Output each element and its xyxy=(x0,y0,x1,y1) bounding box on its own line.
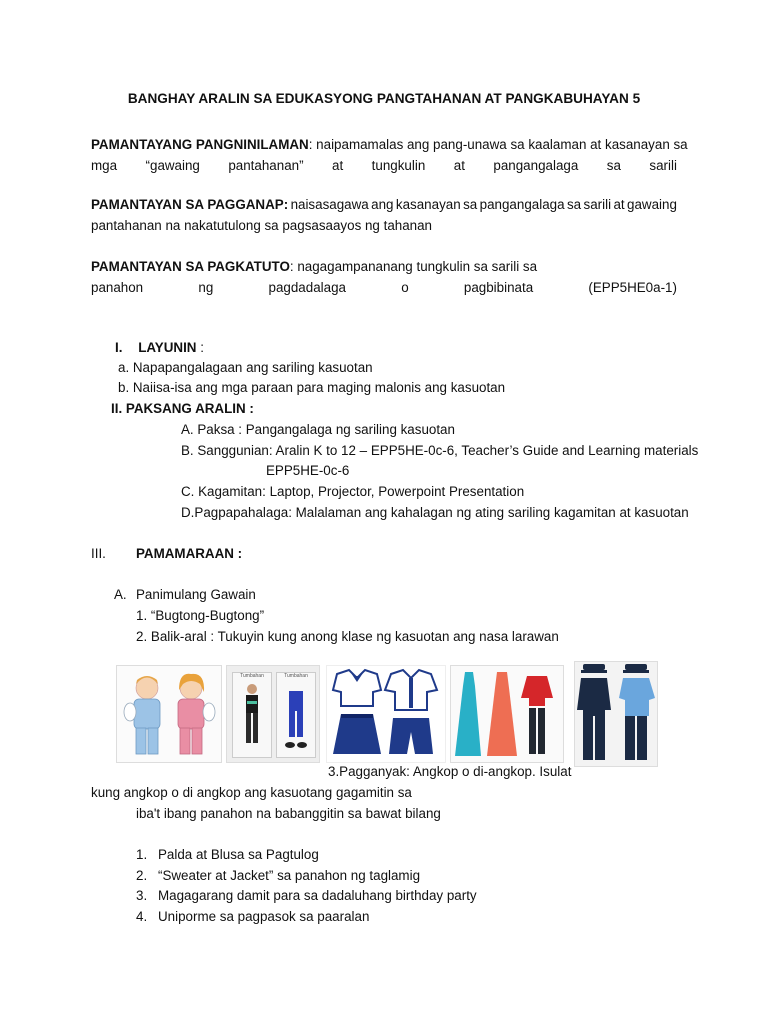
female-sportswear-icon xyxy=(233,679,271,753)
pagpapahalaga: D.Pagpapahalaga: Malalaman ang kahalagan ng ating sariling kagamitan at kasuotan xyxy=(181,505,689,520)
word: pagbibinata xyxy=(463,280,534,295)
word: sa xyxy=(566,197,582,212)
word: sa xyxy=(463,197,478,212)
panimulang-letter: A. xyxy=(114,587,127,602)
school-uniform-image xyxy=(326,665,446,763)
word: sarili xyxy=(649,158,677,173)
list-number: 1. xyxy=(136,847,148,862)
panimulang-gawain: Panimulang Gawain xyxy=(136,587,256,602)
male-sportswear-icon xyxy=(277,679,315,753)
pangnilalaman-label: PAMANTAYANG PANGNINILAMAN xyxy=(91,137,309,152)
pagganyak-line3: iba't ibang panahon na babanggitin sa bawat bilang xyxy=(136,806,441,821)
pagganyak-line1: 3.Pagganyak: Angkop o di-angkop. Isulat xyxy=(328,764,572,779)
word: (EPP5HE0a-1) xyxy=(588,280,677,295)
sportswear-panel-right xyxy=(276,672,316,758)
pagganap-line1 xyxy=(91,197,677,212)
list-item xyxy=(136,868,421,883)
list-item xyxy=(136,909,370,924)
pamamaraan-number: III. xyxy=(91,546,106,561)
police-uniform-image xyxy=(574,661,658,767)
pagganap-line2: pantahanan na nakatutulong sa pagsasaayos ng tahanan xyxy=(91,218,433,233)
word: o xyxy=(401,280,409,295)
word: pantahanan” xyxy=(228,158,304,173)
word: at xyxy=(332,158,344,173)
word: mga xyxy=(91,158,118,173)
word: at xyxy=(453,158,465,173)
list-text: Uniporme sa pagpasok sa paaralan xyxy=(158,909,370,924)
word: tungkulin xyxy=(371,158,426,173)
list-text: Magagarang damit para sa dadaluhang birthday party xyxy=(158,888,477,903)
word: kasanayan xyxy=(395,197,461,212)
word: panahon xyxy=(91,280,144,295)
list-item xyxy=(136,888,477,903)
pangnilalaman-line1 xyxy=(91,137,688,152)
pagkatuto-line1 xyxy=(91,259,537,274)
layunin-number: I. xyxy=(115,340,123,355)
panel-label: Tumbahan xyxy=(284,673,308,679)
paksang-aralin-heading: II. PAKSANG ARALIN : xyxy=(111,401,254,416)
list-number: 2. xyxy=(136,868,148,883)
word: pangangalaga xyxy=(493,158,579,173)
dresses-image xyxy=(450,665,564,763)
police-uniform-icon xyxy=(575,662,657,766)
pajamas-image xyxy=(116,665,222,763)
pagkatuto-line2 xyxy=(91,280,677,295)
word: at xyxy=(613,197,625,212)
word: ang xyxy=(371,197,394,212)
list-text: “Sweater at Jacket” sa panahon ng taglamig xyxy=(158,868,421,883)
pagganyak-line2: kung angkop o di angkop ang kasuotang gagamitin sa xyxy=(91,785,412,800)
step-balik-aral: 2. Balik-aral : Tukuyin kung anong klase ng kasuotan ang nasa larawan xyxy=(136,629,559,644)
dresses-icon xyxy=(451,666,563,762)
list-number: 3. xyxy=(136,888,148,903)
pangnilalaman-line2 xyxy=(91,158,677,173)
word: “gawaing xyxy=(145,158,200,173)
layunin-item-b: b. Naiisa-isa ang mga paraan para maging malonis ang kasuotan xyxy=(118,380,506,395)
word: ng xyxy=(198,280,214,295)
kagamitan: C. Kagamitan: Laptop, Projector, Powerpoint Presentation xyxy=(181,484,525,499)
school-uniform-icon xyxy=(327,666,445,762)
layunin-heading xyxy=(115,340,204,355)
layunin-item-a: a. Napapangalagaan ang sariling kasuotan xyxy=(118,360,373,375)
pagkatuto-text: : nagagampananang tungkulin sa sarili sa xyxy=(289,259,538,274)
pajamas-children-icon xyxy=(117,666,221,762)
word: sa xyxy=(606,158,621,173)
word: pagdadalaga xyxy=(268,280,346,295)
pangnilalaman-text: : naipamamalas ang pang-unawa sa kaalaman at kasanayan sa xyxy=(308,137,688,152)
sanggunian: B. Sanggunian: Aralin K to 12 – EPP5HE-0c-6, Teacher’s Guide and Learning materials xyxy=(181,443,699,458)
word: naisasagawa xyxy=(290,197,369,212)
word: sarili xyxy=(583,197,612,212)
step-bugtong: 1. “Bugtong-Bugtong” xyxy=(136,608,265,623)
layunin-label: LAYUNIN xyxy=(138,340,197,355)
sanggunian-cont: EPP5HE-0c-6 xyxy=(266,463,350,478)
pamamaraan-heading: PAMAMARAAN : xyxy=(136,546,243,561)
pagganap-label: PAMANTAYAN SA PAGGANAP: xyxy=(91,197,289,212)
panel-label: Tumbahan xyxy=(240,673,264,679)
list-text: Palda at Blusa sa Pagtulog xyxy=(158,847,319,862)
document-title: BANGHAY ARALIN SA EDUKASYONG PANGTAHANAN AT PANGKABUHAYAN 5 xyxy=(127,91,641,106)
word: gawaing xyxy=(627,197,677,212)
pagkatuto-label: PAMANTAYAN SA PAGKATUTO xyxy=(91,259,290,274)
paksa: A. Paksa : Pangangalaga ng sariling kasuotan xyxy=(181,422,455,437)
layunin-suffix: : xyxy=(196,340,204,355)
list-item xyxy=(136,847,319,862)
word: pangangalaga xyxy=(479,197,565,212)
list-number: 4. xyxy=(136,909,148,924)
sportswear-panel-left xyxy=(232,672,272,758)
sportswear-image xyxy=(226,665,320,763)
